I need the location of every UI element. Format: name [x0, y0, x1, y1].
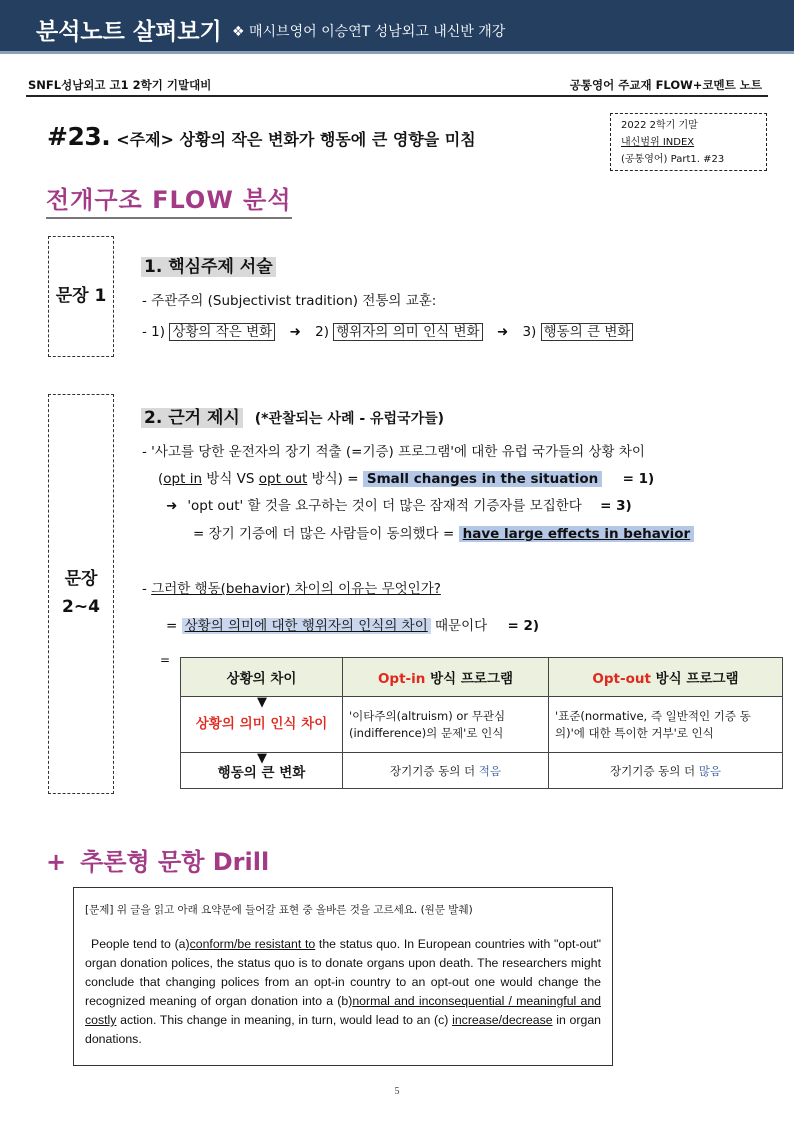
- text-fragment: -: [142, 581, 152, 597]
- passage-text: in organ donations.: [85, 1013, 601, 1046]
- sentence-2-line-2: [158, 467, 654, 487]
- index-line-3: (공통영어) Part1. #23: [621, 154, 725, 165]
- sentence-2-4-label-1: 문장: [64, 569, 98, 589]
- row-label: 상황의 의미 인식 차이: [195, 716, 328, 732]
- passage-text: the status quo. In European countries with "opt-out" organ donation polices, the status quo is to donate organs upon death. The researchers might conclude that changing polices from an opt-in country to an opt-out one would change the recognized meaning of organ donation into a (b): [85, 937, 601, 1008]
- table-row-behavior-label: 행동의 큰 변화: [181, 753, 343, 789]
- plus-icon: +: [46, 848, 67, 876]
- table-cell-opt-out-behavior: [549, 753, 783, 789]
- arrow-icon: ➜: [289, 324, 301, 340]
- step-2-box: 행위자의 의미 인식 변화: [333, 323, 482, 341]
- table-cell-opt-in-behavior: [343, 753, 549, 789]
- question-passage: [85, 935, 601, 1049]
- comparison-table: [180, 657, 783, 789]
- index-line-2: 내신범위 INDEX: [621, 137, 695, 148]
- title-number: #23.: [47, 122, 111, 151]
- page-number: 5: [394, 1086, 400, 1097]
- cell-emphasis: 적음: [478, 763, 501, 778]
- text-fragment: (: [158, 471, 164, 487]
- drill-title: [46, 842, 269, 877]
- tag-2: = 2): [507, 618, 540, 634]
- table-header-situation: [181, 658, 343, 710]
- cell-text: 장기기증 동의 더: [610, 763, 699, 778]
- cell-text: 장기기증 동의 더: [390, 763, 479, 778]
- heading-text: 1. 핵심주제 서술: [141, 257, 276, 277]
- step-2-prefix: 2): [315, 324, 329, 340]
- sentence-3-line: [142, 577, 441, 597]
- drill-title-text: 추론형 문항 Drill: [80, 848, 270, 876]
- table-row-meaning-label: [181, 697, 343, 766]
- choice-b: normal and inconsequential / meaningful and costly: [85, 994, 601, 1027]
- step-3-prefix: 3): [522, 324, 537, 340]
- heading-text: 2. 근거 제시: [141, 408, 243, 428]
- sentence-2-4-label-box: [48, 394, 114, 794]
- sentence-2-heading: [141, 403, 444, 428]
- header-rule: [26, 95, 768, 97]
- page-title: [47, 122, 476, 151]
- choice-c: increase/decrease: [452, 1013, 553, 1027]
- down-arrow-icon: ▼: [257, 751, 267, 766]
- choice-a: conform/be resistant to: [189, 937, 316, 951]
- header-left: SNFL성남외고 고1 2학기 기말대비: [28, 78, 212, 92]
- step-1-prefix: - 1): [142, 324, 166, 340]
- header-text: 상황의 차이: [226, 671, 297, 687]
- index-box: [610, 113, 767, 171]
- highlight-small-changes: Small changes in the situation: [363, 471, 602, 487]
- table-header-opt-in: [343, 658, 549, 697]
- table-cell-opt-in-meaning: '이타주의(altruism) or 무관심(indifference)의 문제'로 인식: [343, 697, 549, 753]
- sentence-1-label-box: [48, 236, 114, 357]
- text-fragment: 방식) =: [307, 471, 363, 487]
- table-eq: =: [160, 653, 171, 667]
- header-red-text: Opt-in: [377, 671, 426, 687]
- passage-text: action. This change in meaning, in turn, would lead to an (c): [116, 1013, 453, 1027]
- top-banner: [0, 0, 794, 54]
- sentence-1-steps: [142, 320, 633, 340]
- opt-in-text: opt in: [163, 471, 203, 487]
- heading-note: (*관찰되는 사례 - 유럽국가들): [254, 411, 445, 427]
- index-line-1: 2022 2학기 기말: [621, 120, 698, 131]
- question-box: [73, 887, 613, 1066]
- arrow-icon: ➜: [496, 324, 509, 340]
- passage-text: People tend to (a): [91, 937, 190, 951]
- cell-emphasis: 많음: [698, 763, 721, 778]
- banner-title: 분석노트 살펴보기: [36, 19, 222, 45]
- sentence-1-line-1: - 주관주의 (Subjectivist tradition) 전통의 교훈:: [142, 293, 437, 309]
- sentence-4-line: [166, 614, 539, 634]
- highlight-large-effects: have large effects in behavior: [459, 526, 695, 542]
- header-red-text: Opt-out: [592, 671, 651, 687]
- table-header-opt-out: [549, 658, 783, 697]
- tag-3: = 3): [600, 498, 632, 514]
- down-arrow-icon: ▼: [257, 695, 267, 710]
- highlight-perception-diff: 상황의 의미에 대한 행위자의 인식의 차이: [182, 618, 431, 634]
- sentence-1-heading: [141, 252, 276, 277]
- header-text: 방식 프로그램: [650, 671, 739, 687]
- text-fragment: 방식 VS: [202, 471, 259, 487]
- step-3-box: 행동의 큰 변화: [541, 323, 634, 341]
- sentence-2-line-1: - '사고를 당한 운전자의 장기 적출 (=기증) 프로그램'에 대한 유럽 국가들의 상황 차이: [142, 444, 645, 460]
- header-right: 공통영어 주교재 FLOW+코멘트 노트: [569, 78, 762, 92]
- text-fragment: 'opt out' 할 것을 요구하는 것이 더 많은 잠재적 기증자를 모집한다: [187, 498, 582, 514]
- text-fragment: 때문이다: [430, 618, 488, 634]
- arrow-icon: ➜: [166, 498, 178, 514]
- text-fragment: = 장기 기증에 더 많은 사람들이 동의했다 =: [193, 526, 459, 542]
- table-cell-opt-out-meaning: '표준(normative, 즉 일반적인 기증 동의)'에 대한 특이한 거부'로 인식: [549, 697, 783, 753]
- sentence-2-4-label-2: 2~4: [62, 597, 100, 617]
- question-text: 그러한 행동(behavior) 차이의 이유는 무엇인가?: [151, 581, 441, 597]
- question-prompt: [문제] 위 글을 읽고 아래 요약문에 들어갈 표현 중 올바른 것을 고르세요. (원문 발췌): [85, 904, 473, 916]
- opt-out-text: opt out: [258, 471, 308, 487]
- banner-subtitle: ❖ 매시브영어 이승연T 성남외고 내신반 개강: [232, 24, 506, 40]
- sentence-2-line-3: [166, 494, 632, 514]
- header-text: 방식 프로그램: [425, 671, 514, 687]
- step-1-box: 상황의 작은 변화: [169, 323, 275, 341]
- text-fragment: =: [166, 618, 182, 634]
- title-text: <주제> 상황의 작은 변화가 행동에 큰 영향을 미침: [116, 130, 476, 149]
- sentence-2-line-4: [193, 522, 694, 542]
- flow-title: 전개구조 FLOW 분석: [46, 180, 292, 219]
- tag-1: = 1): [622, 471, 655, 487]
- sentence-1-label: 문장 1: [55, 286, 107, 306]
